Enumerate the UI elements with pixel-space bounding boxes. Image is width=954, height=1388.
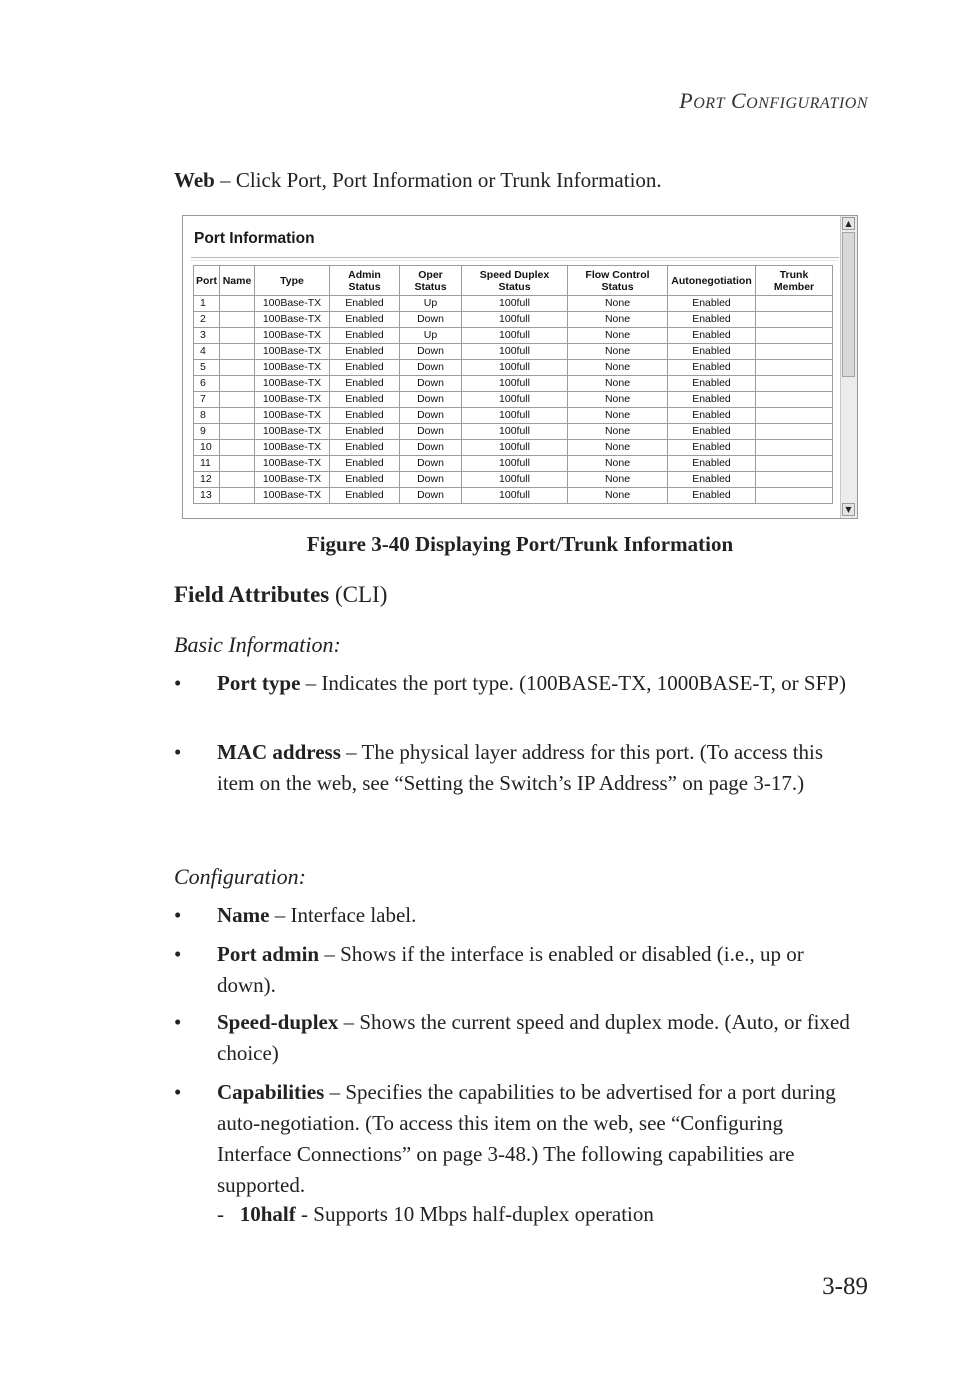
table-cell: 100full: [462, 472, 568, 488]
table-cell: Enabled: [330, 296, 400, 312]
title-divider: [191, 257, 839, 261]
bullet-text: – Shows if the interface is enabled or disabled (i.e., up or down).: [217, 942, 804, 997]
table-cell: Enabled: [330, 424, 400, 440]
intro-paragraph: [174, 168, 662, 193]
screenshot-title: Port Information: [194, 230, 315, 247]
table-cell: Down: [400, 456, 462, 472]
table-cell: 9: [194, 424, 220, 440]
intro-bold: Web: [174, 168, 215, 192]
bullet-mac-address: [174, 737, 864, 799]
table-cell: Enabled: [330, 440, 400, 456]
table-cell: None: [568, 312, 668, 328]
table-cell: Enabled: [668, 312, 756, 328]
table-cell: 100Base-TX: [255, 360, 330, 376]
column-header: Flow Control Status: [568, 266, 668, 296]
table-cell: Up: [400, 328, 462, 344]
table-cell: None: [568, 392, 668, 408]
table-cell: 11: [194, 456, 220, 472]
bullet-text: – Shows the current speed and duplex mode. (Auto, or fixed choice): [217, 1010, 850, 1065]
table-cell: None: [568, 472, 668, 488]
table-cell: Enabled: [668, 408, 756, 424]
table-cell: 100Base-TX: [255, 440, 330, 456]
column-header: Trunk Member: [756, 266, 833, 296]
table-cell: Up: [400, 296, 462, 312]
table-cell: Enabled: [668, 392, 756, 408]
table-cell: 100full: [462, 440, 568, 456]
table-cell: 100full: [462, 328, 568, 344]
table-cell: [220, 360, 255, 376]
table-cell: [220, 392, 255, 408]
table-header-row: [194, 266, 833, 296]
table-cell: Down: [400, 472, 462, 488]
scroll-up-icon[interactable]: ▲: [842, 217, 855, 230]
table-cell: Down: [400, 440, 462, 456]
table-row: [194, 424, 833, 440]
table-cell: Enabled: [668, 488, 756, 504]
table-cell: Down: [400, 408, 462, 424]
table-cell: 7: [194, 392, 220, 408]
intro-text: – Click Port, Port Information or Trunk Information.: [214, 168, 662, 192]
table-cell: 100full: [462, 376, 568, 392]
configuration-heading: Configuration:: [174, 864, 307, 889]
port-information-screenshot: [182, 215, 858, 519]
table-cell: [756, 488, 833, 504]
bullet-term: Capabilities: [217, 1080, 325, 1104]
scrollbar-thumb[interactable]: [842, 232, 855, 377]
table-cell: None: [568, 424, 668, 440]
table-cell: [756, 392, 833, 408]
bullet-term: MAC address: [217, 740, 341, 764]
bullet-capabilities: [174, 1077, 864, 1201]
table-cell: [220, 312, 255, 328]
table-cell: 100Base-TX: [255, 296, 330, 312]
bullet-term: Port type: [217, 671, 301, 695]
running-header: [679, 88, 868, 114]
bullet-icon: •: [174, 942, 182, 966]
bullet-icon: •: [174, 903, 182, 927]
table-row: [194, 328, 833, 344]
bullet-text: – Interface label.: [269, 903, 417, 927]
table-cell: 100Base-TX: [255, 408, 330, 424]
table-row: [194, 456, 833, 472]
table-cell: Down: [400, 424, 462, 440]
table-row: [194, 312, 833, 328]
table-cell: 100full: [462, 296, 568, 312]
table-cell: 4: [194, 344, 220, 360]
scroll-down-icon[interactable]: ▼: [842, 503, 855, 516]
port-information-table: [193, 265, 833, 504]
table-row: [194, 472, 833, 488]
table-row: [194, 392, 833, 408]
table-cell: Enabled: [330, 360, 400, 376]
table-cell: [220, 424, 255, 440]
table-cell: Enabled: [668, 360, 756, 376]
table-cell: Down: [400, 392, 462, 408]
table-cell: Enabled: [330, 488, 400, 504]
table-cell: Enabled: [330, 376, 400, 392]
table-cell: Down: [400, 376, 462, 392]
column-header: Oper Status: [400, 266, 462, 296]
table-cell: Enabled: [668, 440, 756, 456]
table-cell: 5: [194, 360, 220, 376]
basic-information-heading: Basic Information:: [174, 632, 341, 657]
table-cell: [756, 312, 833, 328]
bullet-icon: •: [174, 1010, 182, 1034]
bullet-term: Name: [217, 903, 270, 927]
bullet-text: – Indicates the port type. (100BASE-TX, 1000BASE-T, or SFP): [300, 671, 846, 695]
table-cell: 100full: [462, 344, 568, 360]
bullet-text: – The physical layer address for this port. (To access this item on the web, see “Setting the Switch’s IP Address” on page 3-17.): [217, 740, 824, 795]
bullet-icon: •: [174, 1080, 182, 1104]
table-cell: 100full: [462, 392, 568, 408]
table-cell: Enabled: [330, 408, 400, 424]
table-cell: [220, 328, 255, 344]
table-cell: 100Base-TX: [255, 424, 330, 440]
table-cell: [220, 344, 255, 360]
column-header: Port: [194, 266, 220, 296]
table-cell: 100Base-TX: [255, 344, 330, 360]
table-cell: None: [568, 344, 668, 360]
table-cell: Enabled: [668, 472, 756, 488]
subitem-term: 10half: [239, 1202, 296, 1226]
table-cell: Enabled: [330, 328, 400, 344]
table-cell: [756, 456, 833, 472]
table-cell: [756, 424, 833, 440]
table-cell: None: [568, 328, 668, 344]
table-cell: [756, 376, 833, 392]
table-cell: Down: [400, 488, 462, 504]
table-cell: None: [568, 456, 668, 472]
bullet-icon: •: [174, 671, 182, 695]
table-cell: [756, 296, 833, 312]
table-cell: [220, 440, 255, 456]
section-heading-bold: Field Attributes: [174, 582, 330, 607]
table-cell: 100Base-TX: [255, 472, 330, 488]
table-cell: [220, 456, 255, 472]
table-cell: [220, 376, 255, 392]
table-cell: 100full: [462, 360, 568, 376]
table-cell: 6: [194, 376, 220, 392]
bullet-term: Speed-duplex: [217, 1010, 339, 1034]
bullet-port-type: [174, 668, 864, 699]
table-cell: Enabled: [330, 392, 400, 408]
table-cell: 100Base-TX: [255, 392, 330, 408]
table-row: [194, 488, 833, 504]
table-cell: Enabled: [330, 472, 400, 488]
table-cell: Enabled: [330, 344, 400, 360]
bullet-speed-duplex: [174, 1007, 864, 1069]
header-rest-1: ORT: [693, 95, 725, 112]
table-cell: 100Base-TX: [255, 456, 330, 472]
bullet-icon: •: [174, 740, 182, 764]
table-row: [194, 376, 833, 392]
table-cell: 100Base-TX: [255, 488, 330, 504]
subitem-dash: -: [217, 1202, 224, 1226]
table-cell: None: [568, 408, 668, 424]
table-cell: None: [568, 376, 668, 392]
table-cell: None: [568, 440, 668, 456]
section-heading-suffix: (CLI): [329, 582, 388, 607]
table-cell: [220, 488, 255, 504]
table-cell: 2: [194, 312, 220, 328]
table-cell: [756, 328, 833, 344]
table-cell: 100full: [462, 312, 568, 328]
section-heading: [174, 582, 387, 608]
column-header: Speed Duplex Status: [462, 266, 568, 296]
table-row: [194, 440, 833, 456]
table-cell: [220, 296, 255, 312]
bullet-text: – Specifies the capabilities to be advertised for a port during auto-negotiation. (To access this item on the web, see “Configuring Interface Connections” on page 3-48.) The following capabilities are supported.: [217, 1080, 836, 1197]
table-cell: 100full: [462, 488, 568, 504]
table-cell: [756, 344, 833, 360]
table-cell: 1: [194, 296, 220, 312]
column-header: Name: [220, 266, 255, 296]
table-cell: [220, 408, 255, 424]
table-cell: Enabled: [330, 456, 400, 472]
table-row: [194, 344, 833, 360]
table-cell: Enabled: [668, 296, 756, 312]
table-cell: [756, 472, 833, 488]
table-cell: 3: [194, 328, 220, 344]
table-cell: Down: [400, 360, 462, 376]
table-cell: 100Base-TX: [255, 376, 330, 392]
table-cell: [756, 440, 833, 456]
table-cell: 100Base-TX: [255, 312, 330, 328]
column-header: Autonegotiation: [668, 266, 756, 296]
table-cell: Down: [400, 344, 462, 360]
bullet-port-admin: [174, 939, 864, 1001]
table-row: [194, 408, 833, 424]
table-cell: None: [568, 488, 668, 504]
table-cell: Down: [400, 312, 462, 328]
capability-10half: [217, 1202, 654, 1227]
column-header: Type: [255, 266, 330, 296]
bullet-term: Port admin: [217, 942, 320, 966]
header-initial-2: C: [730, 88, 747, 113]
table-cell: Enabled: [330, 312, 400, 328]
figure-caption: Figure 3-40 Displaying Port/Trunk Information: [306, 532, 734, 556]
table-cell: 8: [194, 408, 220, 424]
column-header: Admin Status: [330, 266, 400, 296]
table-cell: Enabled: [668, 344, 756, 360]
table-cell: None: [568, 360, 668, 376]
table-cell: [756, 408, 833, 424]
table-cell: 100full: [462, 424, 568, 440]
table-cell: 100full: [462, 456, 568, 472]
bullet-name: [174, 900, 864, 931]
table-row: [194, 360, 833, 376]
table-cell: Enabled: [668, 376, 756, 392]
table-cell: 13: [194, 488, 220, 504]
table-row: [194, 296, 833, 312]
table-cell: 10: [194, 440, 220, 456]
table-cell: 12: [194, 472, 220, 488]
table-cell: Enabled: [668, 424, 756, 440]
table-cell: 100full: [462, 408, 568, 424]
header-initial-1: P: [679, 88, 694, 113]
table-cell: [756, 360, 833, 376]
table-cell: 100Base-TX: [255, 328, 330, 344]
table-cell: Enabled: [668, 328, 756, 344]
table-body: [194, 296, 833, 504]
vertical-scrollbar[interactable]: [840, 216, 857, 518]
header-rest-2: ONFIGURATION: [746, 95, 868, 112]
table-cell: None: [568, 296, 668, 312]
subitem-text: - Supports 10 Mbps half-duplex operation: [295, 1202, 654, 1226]
table-cell: Enabled: [668, 456, 756, 472]
table-cell: [220, 472, 255, 488]
page-number: 3-89: [822, 1273, 868, 1300]
